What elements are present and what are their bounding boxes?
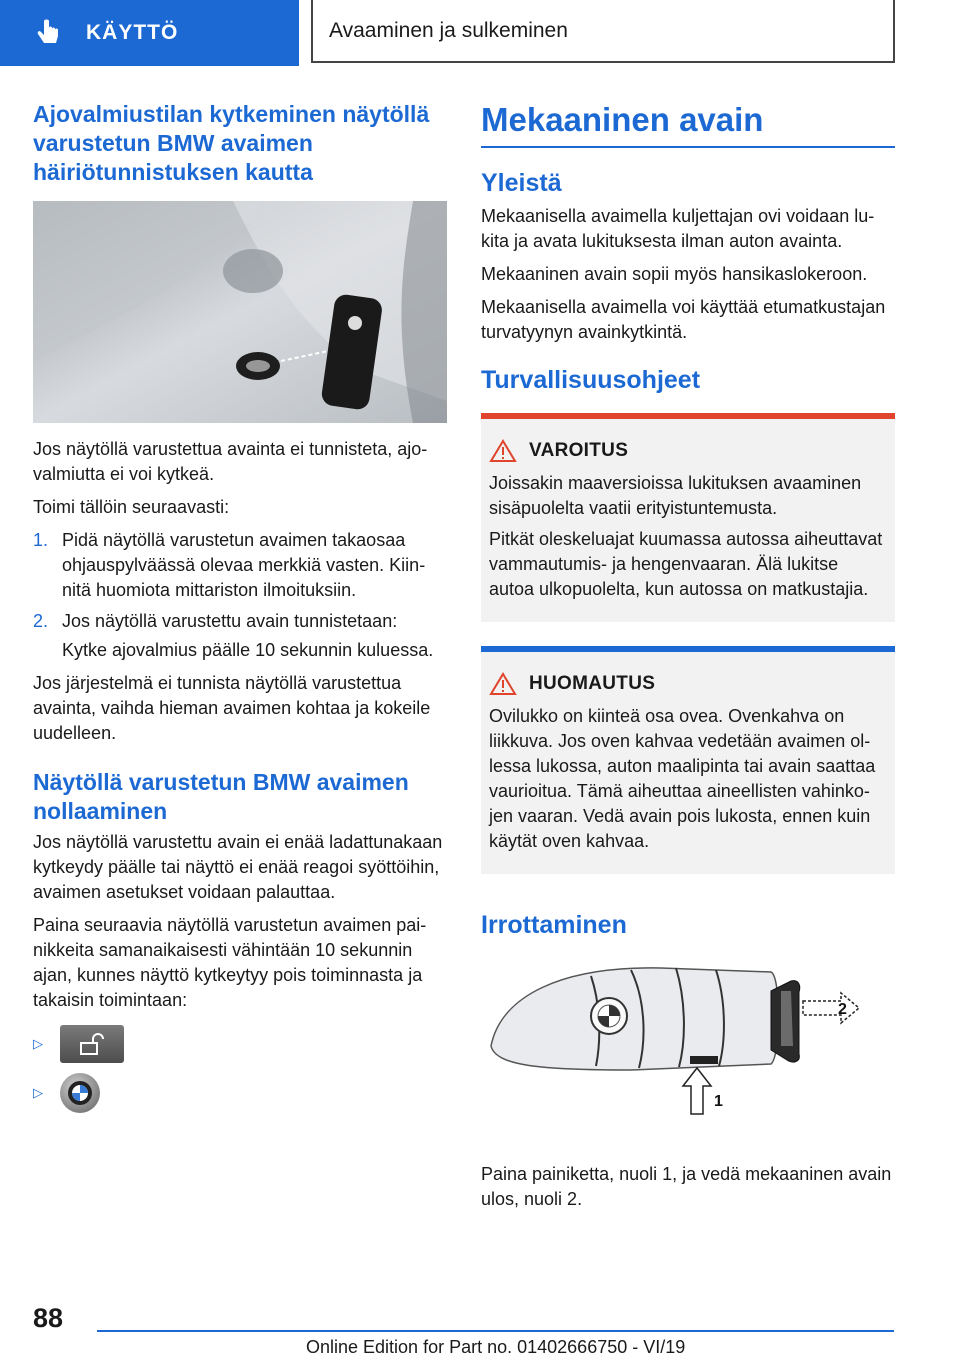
unlock-button-image bbox=[60, 1025, 124, 1063]
title-divider bbox=[481, 146, 895, 148]
paragraph: Jos järjestelmä ei tunnista näytöllä varustettua avainta, vaihda hieman avaimen kohtaa ja kokeile uudelleen. bbox=[33, 673, 431, 743]
key-removal-illustration bbox=[481, 946, 861, 1116]
notice-box bbox=[481, 646, 895, 874]
step-subtext: Kytke ajovalmius päälle 10 sekunnin kuluessa. bbox=[62, 640, 434, 660]
paragraph: Mekaanisella avaimella voi käyttää etumatkustajan turvatyynyn avainkytkintä. bbox=[481, 297, 886, 342]
hand-pointer-icon bbox=[34, 18, 64, 48]
warning-box bbox=[481, 413, 895, 622]
footer-divider bbox=[97, 1330, 894, 1332]
heading-general: Yleistä bbox=[481, 169, 562, 197]
paragraph: Jos näytöllä varustettu avain ei enää ladattunakaan kytkeydy päälle tai näyttö ei enää reagoi syöttöihin, avaimen asetukset voidaan palauttaa. bbox=[33, 832, 443, 902]
notice-title: HUOMAUTUS bbox=[529, 673, 656, 694]
heading-start-via-interference: Ajovalmiustilan kytkeminen näytöllä varustetun BMW avaimen häiriötunnistuksen kautta bbox=[33, 101, 430, 185]
bmw-logo-icon bbox=[67, 1080, 93, 1106]
bullet-marker: ▷ bbox=[33, 1085, 43, 1100]
notice-triangle-icon bbox=[489, 672, 517, 696]
unlock-icon bbox=[79, 1033, 105, 1055]
chapter-title: Avaaminen ja sulkeminen bbox=[311, 0, 895, 63]
step-text: Jos näytöllä varustettu avain tunnistetaan: bbox=[62, 611, 398, 631]
step-number: 2. bbox=[33, 611, 49, 631]
paragraph: Pitkät oleskeluajat kuumassa autossa aiheuttavat vammautumis- ja hengenvaaran. Älä lukitse autoa ulkopuolelta, kun autossa on matkustajia. bbox=[489, 529, 883, 599]
warning-title: VAROITUS bbox=[529, 440, 629, 461]
step-number: 1. bbox=[33, 530, 49, 550]
page-number: 88 bbox=[33, 1303, 64, 1333]
paragraph: Mekaaninen avain sopii myös hansikaslokeroon. bbox=[481, 264, 868, 284]
paragraph: Jos näytöllä varustettua avainta ei tunnisteta, ajovalmiutta ei voi kytkeä. bbox=[33, 439, 428, 484]
warning-triangle-icon bbox=[489, 439, 517, 463]
step-text: Pidä näytöllä varustetun avaimen takaosaa ohjauspylväässä olevaa merkkiä vasten. Kiinnitä huomiota mittariston ilmoituksiin. bbox=[62, 530, 426, 600]
page-header bbox=[0, 0, 960, 66]
arrow-1-icon bbox=[683, 1068, 711, 1114]
heading-key-reset: Näytöllä varustetun BMW avaimen nollaaminen bbox=[33, 769, 409, 824]
section-title: Mekaaninen avain bbox=[481, 101, 764, 138]
paragraph: Joissakin maaversioissa lukituksen avaaminen sisäpuolelta vaatii erityistuntemusta. bbox=[489, 473, 862, 518]
steps-list bbox=[33, 528, 447, 663]
list-item bbox=[33, 609, 447, 663]
paragraph: Toimi tällöin seuraavasti: bbox=[33, 497, 230, 517]
arrow-1-label: 1 bbox=[714, 1093, 723, 1110]
paragraph: Paina painiketta, nuoli 1, ja vedä mekaaninen avain ulos, nuoli 2. bbox=[481, 1164, 892, 1209]
footer-edition: Online Edition for Part no. 01402666750 - VI/19 bbox=[306, 1337, 686, 1357]
arrow-2-label: 2 bbox=[838, 1001, 847, 1018]
heading-removal: Irrottaminen bbox=[481, 911, 627, 939]
section-tab-label: KÄYTTÖ bbox=[86, 21, 179, 44]
bullet-marker: ▷ bbox=[33, 1036, 43, 1051]
left-column bbox=[33, 100, 447, 1123]
paragraph: Paina seuraavia näytöllä varustetun avaimen painikkeita samanaikaisesti vähintään 10 sekunnin ajan, kunnes näyttö kytkeytyy pois toiminnasta ja takaisin toimintaan: bbox=[33, 915, 427, 1010]
section-tab[interactable] bbox=[0, 0, 299, 66]
list-item bbox=[33, 528, 447, 603]
arrow-2-icon bbox=[803, 993, 859, 1023]
list-item bbox=[33, 1073, 447, 1113]
paragraph: Ovilukko on kiinteä osa ovea. Ovenkahva on liikkuva. Jos oven kahvaa vedetään avaimen ollessa lukossa, auton maalipinta tai avain saattaa vaurioitua. Tämä aiheuttaa aineellisten vahinkojen vaaran. Vedä avain pois lukosta, ennen kuin käytät oven kahvaa. bbox=[489, 706, 876, 851]
paragraph: Mekaanisella avaimella kuljettajan ovi voidaan lukita ja avata lukituksesta ilman auton avainta. bbox=[481, 206, 875, 251]
right-column bbox=[481, 100, 895, 1220]
steering-column-illustration bbox=[33, 201, 447, 423]
bmw-logo-button-image bbox=[60, 1073, 100, 1113]
list-item bbox=[33, 1025, 447, 1063]
heading-safety: Turvallisuusohjeet bbox=[481, 366, 701, 394]
